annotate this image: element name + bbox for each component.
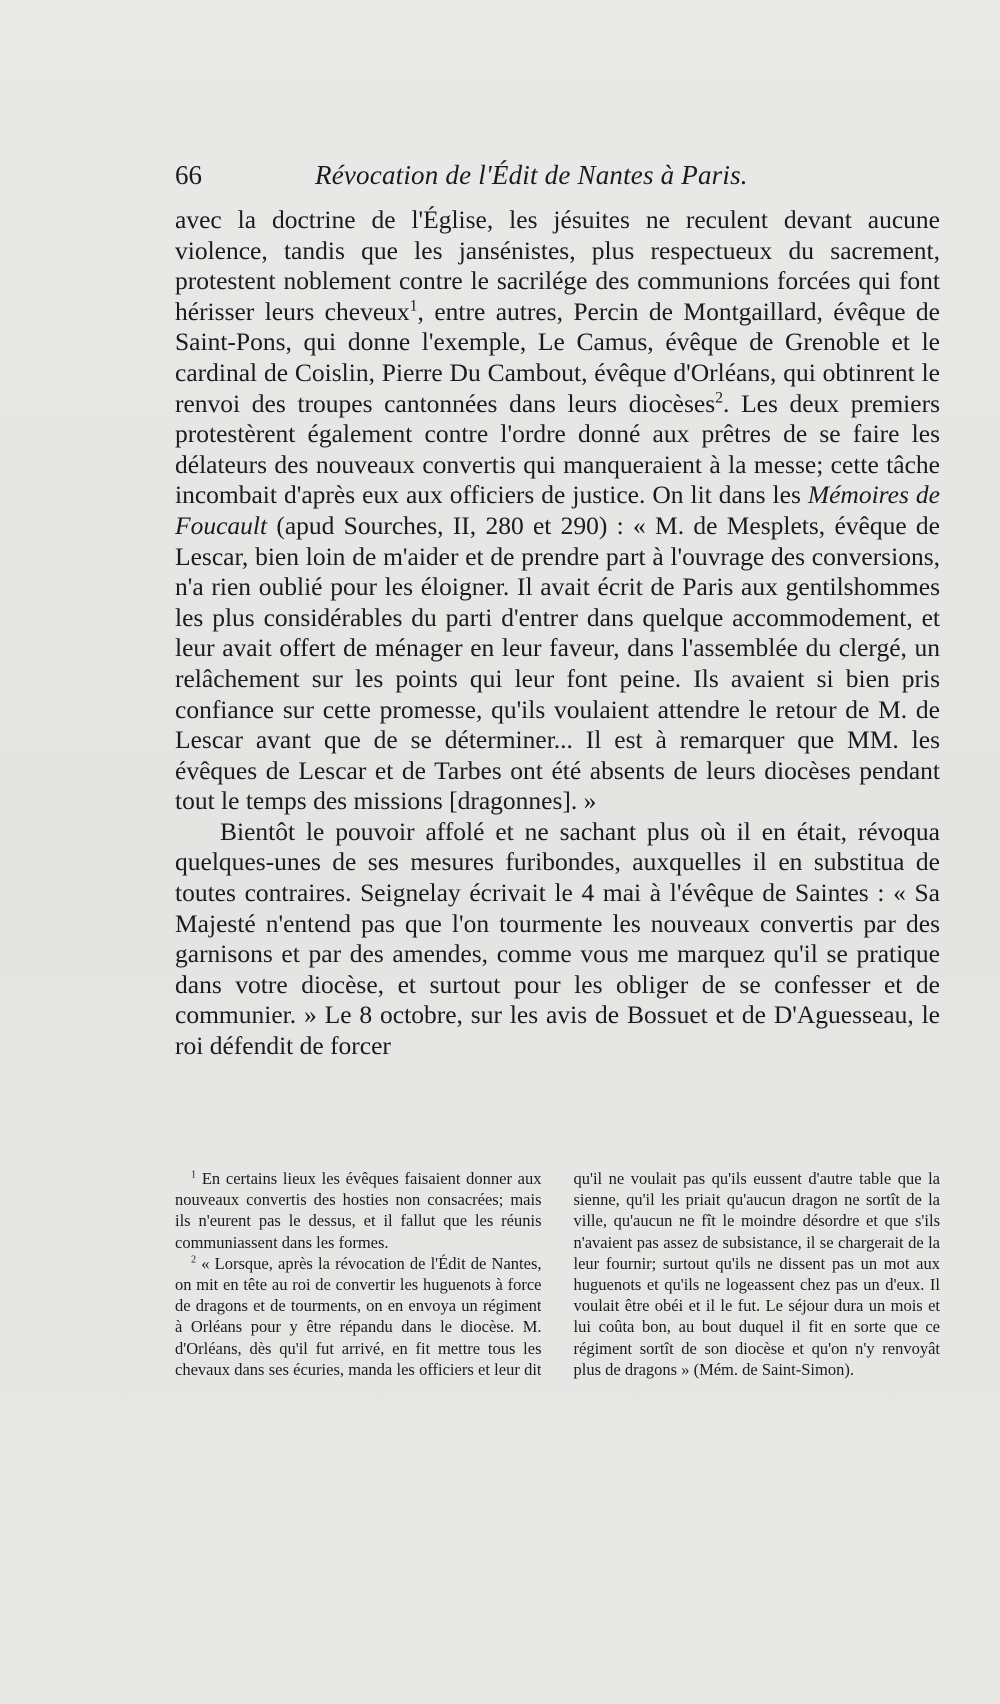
paragraph-1 [175,205,940,817]
body-text [175,205,940,1062]
footnote-1-marker: 1 [191,1169,197,1181]
footnotes [175,1168,940,1380]
running-head [175,158,940,198]
footnote-1-text: En certains lieux les évêques faisaient donner aux nouveaux convertis des hosties non consacrées; mais ils n'eurent pas le dessus, et il fallut que les réunis communiassent dans les formes. [175,1169,542,1252]
running-title: Révocation de l'Édit de Nantes à Paris. [315,160,748,190]
page-number: 66 [175,160,202,190]
paragraph-1-part-3: . Les deux premiers protestèrent également contre l'ordre donné aux prêtres de se faire les délateurs des nouveaux convertis qui manqueraient à la messe; cette tâche incombait d'après eux aux officiers de justice. On lit dans les [175,388,940,510]
paragraph-1-part-1: avec la doctrine de l'Église, les jésuites ne reculent devant aucune violence, tandis que les jansénistes, plus respectueux du sacrement, protestent noblement contre le sacrilége des communions forcées qui font hérisser leurs cheveux [175,205,940,326]
paragraph-1-part-2: , entre autres, Percin de Montgaillard, évêque de Saint-Pons, qui donne l'exemple, Le Camus, évêque de Grenoble et le cardinal de Coislin, Pierre Du Cambout, évêque d'Orléans, qui obtinrent le renvoi des troupes cantonnées dans leurs diocèses [175,296,940,418]
italic-work-title: Mémoires de Foucault [175,480,940,540]
paragraph-2: Bientôt le pouvoir affolé et ne sachant plus où il en était, révoqua quelques-unes de ses mesures furibondes, auxquelles il en substitua de toutes contraires. Seignelay écrivait le 4 mai à l'évêque de Saintes : « Sa Majesté n'entend pas que l'on tourmente les nouveaux convertis par des garnisons et par des amendes, comme vous me marquez qu'il se pratique dans votre diocèse, et surtout pour les obliger de se confesser et de communier. » Le 8 octobre, sur les avis de Bossuet et de D'Aguesseau, le roi défendit de forcer [175,816,940,1061]
footnote-ref-1: 1 [409,297,418,315]
footnote-ref-2: 2 [715,389,724,407]
paragraph-1-part-4: (apud Sourches, II, 280 et 290) : « M. de Mesplets, évêque de Lescar, bien loin de m'aider et de prendre part à l'ouvrage des conversions, n'a rien oublié pour les éloigner. Il avait écrit de Paris aux gentilshommes les plus considérables du parti d'entrer dans quelque accommodement, et leur avait offert de ménager en leur faveur, dans l'assemblée du clergé, un relâchement sur les points qui leur font peine. Ils avaient si bien pris confiance sur cette promesse, qu'ils voulaient attendre le retour de M. de Lescar avant que de se déterminer... Il est à remarquer que MM. les évêques de Lescar et de Tarbes ont été absents de leurs diocèses pendant tout le temps des missions [dragonnes]. » [175,510,940,816]
footnote-2-text: « Lorsque, après la révocation de l'Édit de Nantes, on mit en tête au roi de convertir les huguenots à force de dragons et de tourments, on en envoya un régiment à Orléans pour y être répandu dans le diocèse. M. d'Orléans, dès qu'il fut arrivé, en fit mettre tous les chevaux dans ses écuries, manda les officiers et leur dit qu'il ne voulait pas qu'ils eussent d'autre table que la sienne, qu'il les priait qu'aucun dragon ne sortît de la ville, qu'aucun ne fît le moindre désordre et que s'ils n'avaient pas assez de subsistance, il se chargerait de la leur fournir; surtout qu'ils ne dissent pas un mot aux huguenots et qu'ils ne logeassent chez pas un d'eux. Il voulait être obéi et il le fut. Le séjour dura un mois et lui coûta bon, au bout duquel il fit en sorte que ce régiment sortît de son diocèse et qu'on n'y renvoyât plus de dragons » (Mém. de Saint-Simon). [175,1169,940,1379]
footnote-1 [175,1168,542,1253]
footnote-2-marker: 2 [191,1254,197,1266]
